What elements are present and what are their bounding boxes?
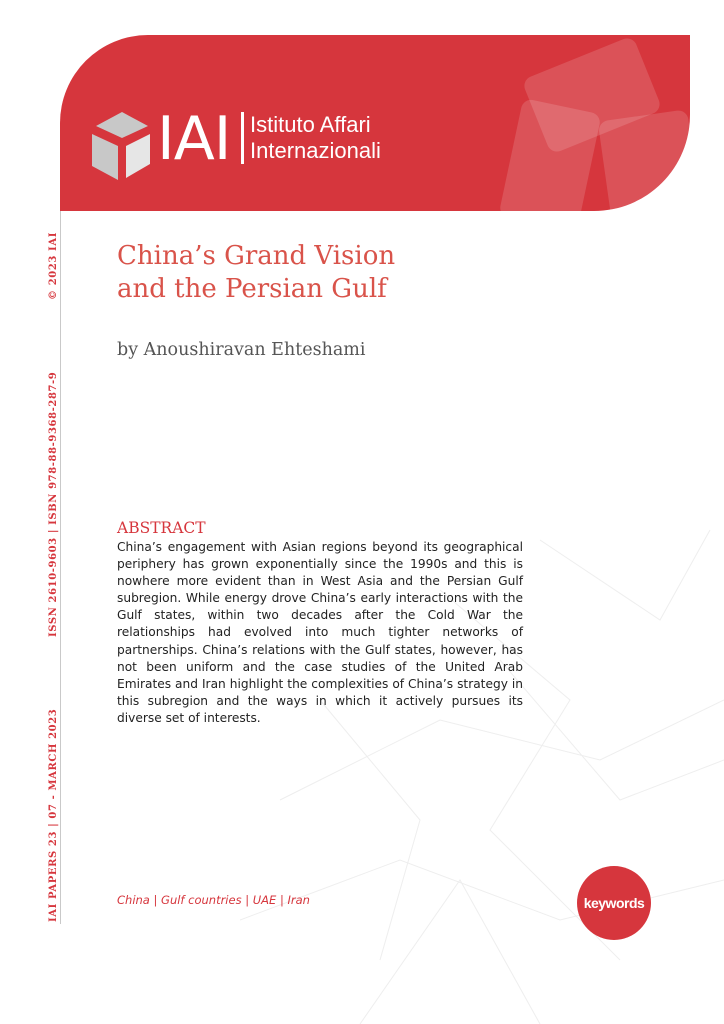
logo-divider bbox=[241, 112, 244, 164]
title-line1: China’s Grand Vision bbox=[117, 241, 396, 271]
author-byline: by Anoushiravan Ehteshami bbox=[117, 340, 366, 360]
abstract-body: China’s engagement with Asian regions beyond its geographical periphery has grown exponentially since the 1990s and this is nowhere more evident than in West Asia and the Persian Gulf subregion. While energy drove China’s early interactions with the Gulf states, within two decades after the Cold War the relationships had evolved into much tighter networks of partnerships. China’s relations with the Gulf states, however, has not been uniform and the case studies of the United Arab Emirates and Iran highlight the complexities of China’s strategy in this subregion and the ways in which it actively pursues its diverse set of interests. bbox=[117, 540, 523, 725]
organization-name bbox=[250, 112, 381, 164]
series-info: IAI PAPERS 23 | 07 - MARCH 2023 bbox=[48, 708, 59, 922]
keywords-badge: keywords bbox=[577, 866, 651, 940]
decorative-shape bbox=[498, 98, 601, 211]
isbn-info: ISSN 2610-9603 | ISBN 978-88-9368-287-9 bbox=[48, 371, 59, 637]
abstract-heading: ABSTRACT bbox=[117, 519, 206, 537]
decorative-shape bbox=[598, 109, 690, 211]
side-publication-info bbox=[48, 232, 59, 922]
org-name-line2: Internazionali bbox=[250, 138, 381, 163]
vertical-rule bbox=[60, 211, 61, 924]
keywords-list: China | Gulf countries | UAE | Iran bbox=[117, 893, 310, 907]
title-line2: and the Persian Gulf bbox=[117, 274, 387, 304]
cube-logo-icon bbox=[88, 108, 154, 184]
page-title bbox=[117, 240, 537, 306]
logo-letters: IAI bbox=[157, 104, 231, 174]
copyright-info: © 2023 IAI bbox=[48, 232, 59, 300]
org-name-line1: Istituto Affari bbox=[250, 112, 371, 137]
